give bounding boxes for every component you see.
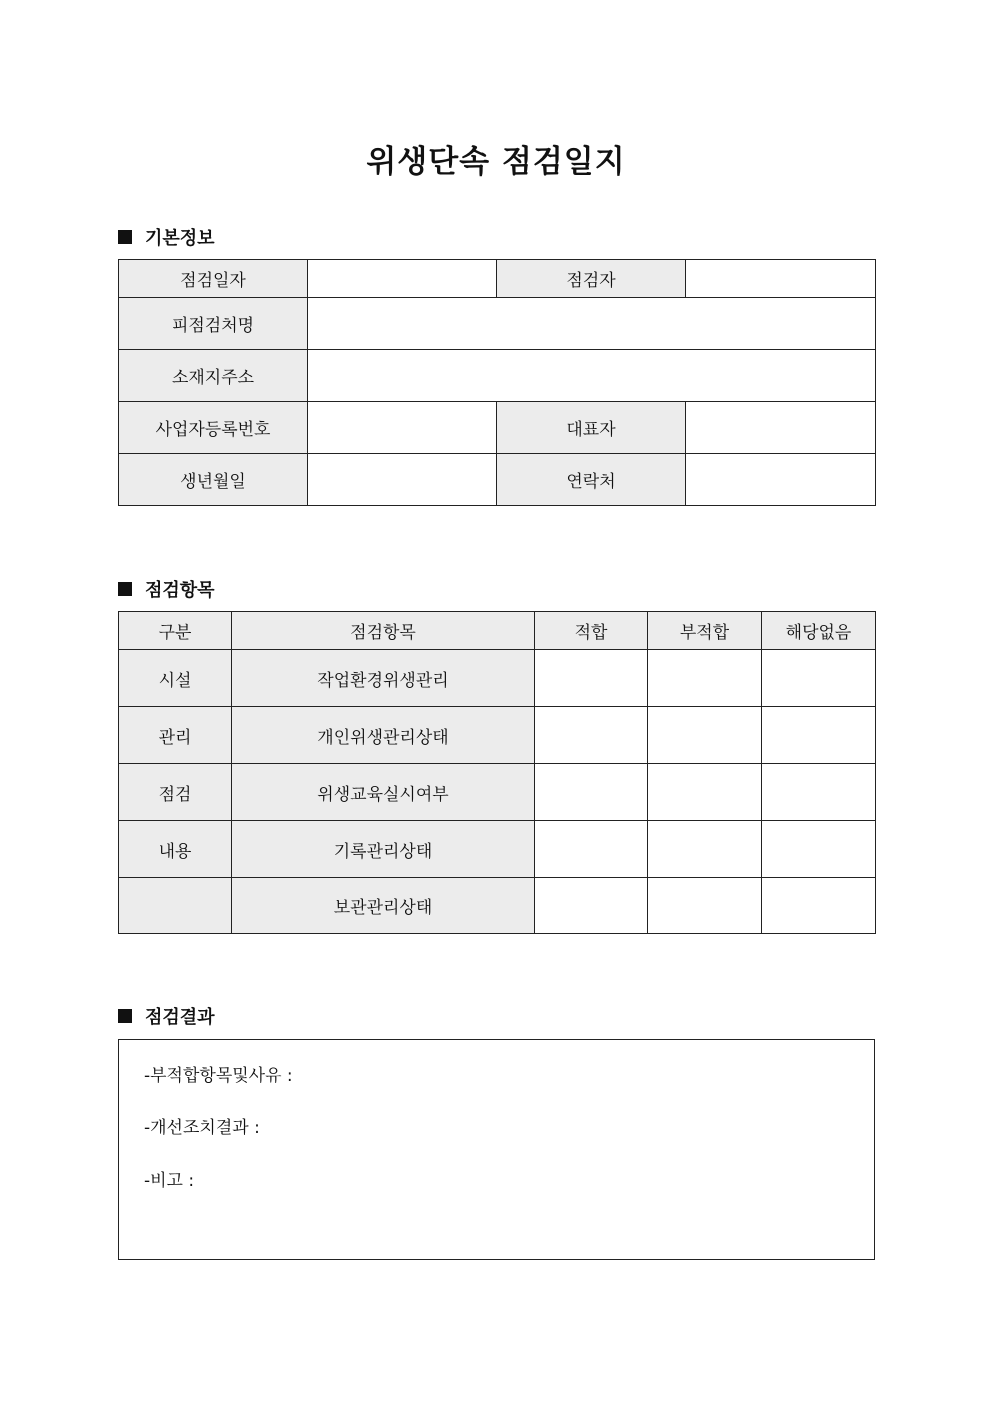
representative-field[interactable] — [686, 402, 876, 454]
fail-cell[interactable] — [648, 707, 762, 764]
inspection-items-table — [118, 611, 876, 934]
inspection-items-heading — [118, 576, 215, 602]
business-reg-no-label: 사업자등록번호 — [119, 402, 308, 454]
birth-date-field[interactable] — [308, 454, 497, 506]
row-category: 시설 — [119, 650, 232, 707]
table-row — [119, 821, 876, 878]
fail-cell[interactable] — [648, 764, 762, 821]
inspection-items-heading-text: 점검항목 — [145, 580, 215, 601]
table-header-row — [119, 612, 876, 650]
row-category: 내용 — [119, 821, 232, 878]
pass-cell[interactable] — [535, 878, 648, 934]
basic-info-table — [118, 259, 876, 506]
table-row — [119, 878, 876, 934]
corrective-action-label: -개선조치결과 : — [144, 1118, 260, 1138]
na-cell[interactable] — [762, 764, 876, 821]
business-name-field[interactable] — [308, 298, 876, 350]
row-item: 개인위생관리상태 — [232, 707, 535, 764]
basic-info-heading — [118, 224, 215, 250]
birth-date-label: 생년월일 — [119, 454, 308, 506]
pass-cell[interactable] — [535, 650, 648, 707]
fail-cell[interactable] — [648, 821, 762, 878]
header-category: 구분 — [119, 612, 232, 650]
contact-label: 연락처 — [497, 454, 686, 506]
inspection-date-label: 점검일자 — [119, 260, 308, 298]
row-category: 점검 — [119, 764, 232, 821]
table-row — [119, 764, 876, 821]
na-cell[interactable] — [762, 707, 876, 764]
row-item: 위생교육실시여부 — [232, 764, 535, 821]
square-bullet-icon — [118, 1009, 132, 1023]
page-title: 위생단속 점검일지 — [366, 144, 626, 180]
address-field[interactable] — [308, 350, 876, 402]
basic-info-heading-text: 기본정보 — [145, 228, 215, 249]
results-heading — [118, 1003, 215, 1029]
table-row — [119, 707, 876, 764]
row-item: 보관관리상태 — [232, 878, 535, 934]
header-fail: 부적합 — [648, 612, 762, 650]
fail-cell[interactable] — [648, 878, 762, 934]
nonconformity-label: -부적합항목및사유 : — [144, 1066, 293, 1086]
inspector-field[interactable] — [686, 260, 876, 298]
pass-cell[interactable] — [535, 764, 648, 821]
contact-field[interactable] — [686, 454, 876, 506]
pass-cell[interactable] — [535, 821, 648, 878]
fail-cell[interactable] — [648, 650, 762, 707]
row-item: 작업환경위생관리 — [232, 650, 535, 707]
row-category: 관리 — [119, 707, 232, 764]
pass-cell[interactable] — [535, 707, 648, 764]
square-bullet-icon — [118, 230, 132, 244]
results-box[interactable] — [118, 1039, 875, 1260]
square-bullet-icon — [118, 582, 132, 596]
inspector-label: 점검자 — [497, 260, 686, 298]
header-pass: 적합 — [535, 612, 648, 650]
inspection-date-field[interactable] — [308, 260, 497, 298]
representative-label: 대표자 — [497, 402, 686, 454]
row-item: 기록관리상태 — [232, 821, 535, 878]
na-cell[interactable] — [762, 650, 876, 707]
row-category — [119, 878, 232, 934]
address-label: 소재지주소 — [119, 350, 308, 402]
business-reg-no-field[interactable] — [308, 402, 497, 454]
na-cell[interactable] — [762, 821, 876, 878]
remarks-label: -비고 : — [144, 1171, 195, 1191]
na-cell[interactable] — [762, 878, 876, 934]
header-na: 해당없음 — [762, 612, 876, 650]
results-heading-text: 점검결과 — [145, 1007, 215, 1028]
business-name-label: 피점검처명 — [119, 298, 308, 350]
header-item: 점검항목 — [232, 612, 535, 650]
table-row — [119, 650, 876, 707]
